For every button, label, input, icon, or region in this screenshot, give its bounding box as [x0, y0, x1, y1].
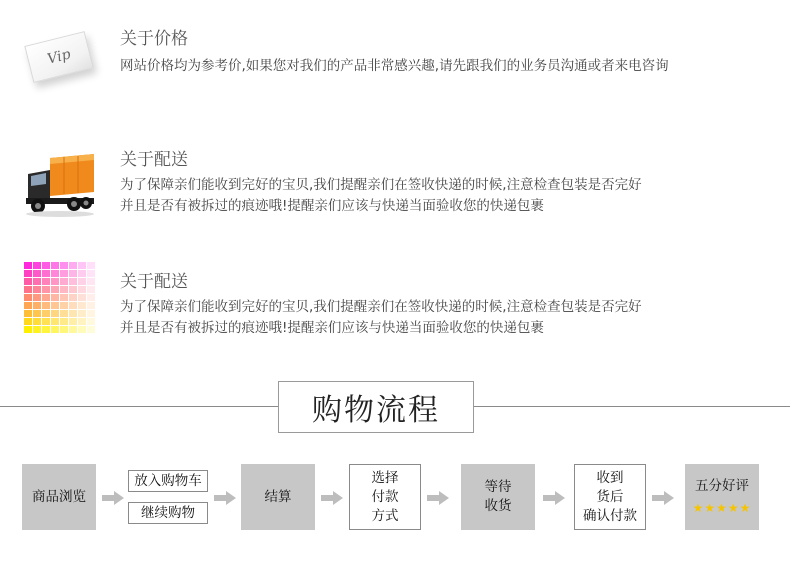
- arrow-right-icon: [652, 491, 674, 505]
- color-grid-cell: [78, 286, 86, 293]
- color-grid-cell: [78, 278, 86, 285]
- color-grid-cell: [24, 278, 32, 285]
- color-grid-cell: [87, 326, 95, 333]
- color-grid-cell: [78, 310, 86, 317]
- arrow-right-icon: [543, 491, 565, 505]
- arrow-right-icon: [427, 491, 449, 505]
- color-grid-cell: [51, 318, 59, 325]
- step-five-star-review: 五分好评 ★★★★★: [685, 464, 759, 530]
- color-grid-cell: [24, 302, 32, 309]
- price-text: 网站价格均为参考价,如果您对我们的产品非常感兴趣,请先跟我们的业务员沟通或者来电咨询: [120, 58, 669, 74]
- color-grid-cell: [78, 294, 86, 301]
- color-grid-cell: [42, 326, 50, 333]
- color-grid-cell: [69, 326, 77, 333]
- step-add-cart: 放入购物车: [128, 470, 208, 492]
- color-grid-cell: [69, 270, 77, 277]
- color-grid-cell: [69, 262, 77, 269]
- color-grid-cell: [33, 310, 41, 317]
- color-grid-cell: [87, 302, 95, 309]
- color-grid-cell: [60, 294, 68, 301]
- color-grid-icon: [22, 258, 96, 332]
- color-grid-cell: [78, 270, 86, 277]
- five-stars-icon: ★★★★★: [692, 500, 752, 515]
- color-grid-cell: [60, 302, 68, 309]
- color-grid-cell: [87, 270, 95, 277]
- delivery-2-text-line-1: 为了保障亲们能收到完好的宝贝,我们提醒亲们在签收快递的时候,注意检查包装是否完好: [120, 299, 642, 315]
- color-grid-cell: [24, 326, 32, 333]
- color-grid-cell: [87, 262, 95, 269]
- color-grid-cell: [69, 302, 77, 309]
- price-title: 关于价格: [120, 29, 188, 49]
- vip-card-text: Vip: [45, 46, 73, 68]
- color-grid-cell: [87, 286, 95, 293]
- color-grid-cell: [24, 262, 32, 269]
- color-grid-cell: [42, 294, 50, 301]
- color-grid-cell: [51, 286, 59, 293]
- step-checkout: 结算: [241, 464, 315, 530]
- color-grid-cell: [33, 286, 41, 293]
- process-title: 购物流程: [278, 381, 474, 433]
- delivery-title-2: 关于配送: [120, 272, 188, 292]
- color-grid-cell: [51, 278, 59, 285]
- color-grid-cell: [51, 326, 59, 333]
- color-grid-cell: [42, 286, 50, 293]
- color-grid-cell: [78, 318, 86, 325]
- color-grid-cell: [24, 286, 32, 293]
- arrow-right-icon: [102, 491, 124, 505]
- color-grid-cell: [42, 310, 50, 317]
- color-grid-cell: [51, 294, 59, 301]
- color-grid-cell: [87, 318, 95, 325]
- step-continue-shopping: 继续购物: [128, 502, 208, 524]
- delivery-text-line-1: 为了保障亲们能收到完好的宝贝,我们提醒亲们在签收快递的时候,注意检查包装是否完好: [120, 177, 642, 193]
- color-grid-cell: [51, 262, 59, 269]
- step-confirm-payment: 收到 货后 确认付款: [574, 464, 646, 530]
- color-grid-cell: [33, 294, 41, 301]
- color-grid-cell: [42, 270, 50, 277]
- color-grid-cell: [33, 318, 41, 325]
- color-grid-cell: [60, 278, 68, 285]
- color-grid-cell: [87, 310, 95, 317]
- color-grid-cell: [33, 326, 41, 333]
- delivery-2-text-line-2: 并且是否有被拆过的痕迹哦!提醒亲们应该与快递当面验收您的快递包裹: [120, 320, 544, 336]
- color-grid-cell: [60, 310, 68, 317]
- step-wait-receive: 等待 收货: [461, 464, 535, 530]
- step-choose-payment: 选择 付款 方式: [349, 464, 421, 530]
- color-grid-cell: [24, 294, 32, 301]
- arrow-right-icon: [321, 491, 343, 505]
- color-grid-cell: [42, 318, 50, 325]
- color-grid-cell: [60, 262, 68, 269]
- color-grid-cell: [69, 278, 77, 285]
- color-grid-cell: [51, 270, 59, 277]
- color-grid-cell: [69, 286, 77, 293]
- color-grid-cell: [42, 262, 50, 269]
- color-grid-cell: [33, 302, 41, 309]
- color-grid-cell: [69, 310, 77, 317]
- delivery-text-line-2: 并且是否有被拆过的痕迹哦!提醒亲们应该与快递当面验收您的快递包裹: [120, 198, 544, 214]
- color-grid-cell: [69, 294, 77, 301]
- step-browse: 商品浏览: [22, 464, 96, 530]
- color-grid-cell: [78, 262, 86, 269]
- color-grid-cell: [60, 270, 68, 277]
- color-grid-cell: [42, 278, 50, 285]
- vip-card-icon: [22, 22, 96, 96]
- color-grid-cell: [33, 262, 41, 269]
- color-grid-cell: [42, 302, 50, 309]
- color-grid-cell: [60, 326, 68, 333]
- arrow-right-icon: [214, 491, 236, 505]
- color-grid-cell: [24, 270, 32, 277]
- color-grid-cell: [78, 302, 86, 309]
- color-grid-cell: [87, 278, 95, 285]
- color-grid-cell: [87, 294, 95, 301]
- delivery-title: 关于配送: [120, 150, 188, 170]
- color-grid-cell: [51, 310, 59, 317]
- color-grid-cell: [60, 318, 68, 325]
- color-grid-cell: [24, 318, 32, 325]
- color-grid-cell: [69, 318, 77, 325]
- color-grid-cell: [60, 286, 68, 293]
- color-grid-cell: [51, 302, 59, 309]
- color-grid-cell: [24, 310, 32, 317]
- color-grid-cell: [33, 270, 41, 277]
- color-grid-cell: [78, 326, 86, 333]
- color-grid-cell: [33, 278, 41, 285]
- delivery-truck-icon: [22, 150, 96, 224]
